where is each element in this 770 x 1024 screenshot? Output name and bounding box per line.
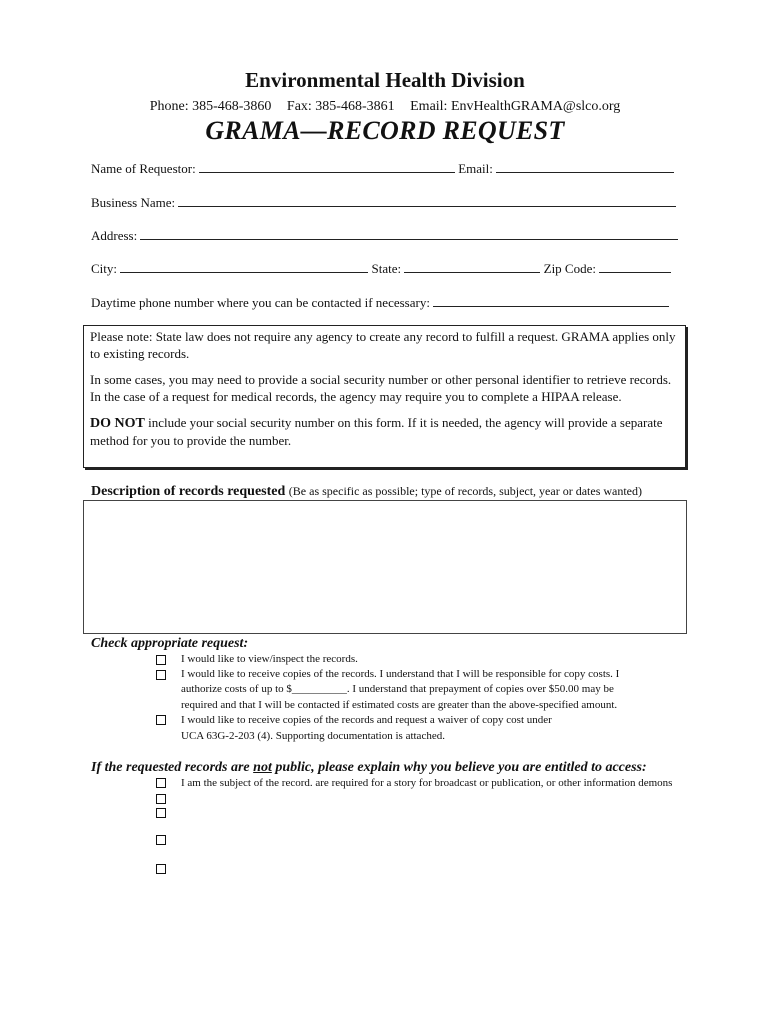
copies-label-line-3: required and that I will be contacted if estimated costs are greater than the above-specified amount.: [181, 699, 618, 711]
requestor-name-label: Name of Requestor:: [91, 161, 196, 176]
notice-paragraph-1: Please note: State law does not require any agency to create any record to fulfill a request. GRAMA applies only to existing records.: [90, 329, 676, 361]
notice-paragraph-2: In some cases, you may need to provide a social security number or other personal identifier to retrieve records. In the case of a request for medical records, the agency may require you to complete a HIPAA release.: [90, 372, 672, 404]
requestor-name-field[interactable]: [199, 160, 455, 173]
email-label: Email:: [458, 161, 493, 176]
city-state-zip-row: [91, 260, 671, 277]
fee-waiver-label-line-1: I would like to receive copies of the records and request a waiver of copy cost under: [181, 714, 552, 726]
state-field[interactable]: [404, 260, 540, 273]
access-checkbox-4[interactable]: [156, 835, 166, 845]
address-row: [91, 227, 678, 244]
access-heading-end: public, please explain why you believe you are entitled to access:: [271, 760, 647, 775]
description-textarea[interactable]: [83, 500, 687, 634]
zip-field[interactable]: [599, 260, 671, 273]
address-field[interactable]: [140, 227, 678, 240]
requestor-name-row: [91, 160, 674, 177]
fax-text: Fax: 385-468-3861: [286, 99, 395, 114]
business-name-label: Business Name:: [91, 195, 176, 210]
view-records-checkbox[interactable]: [156, 655, 166, 665]
access-checkbox-5[interactable]: [156, 864, 166, 874]
state-label: State:: [371, 261, 402, 276]
address-label: Address:: [91, 228, 138, 243]
access-checkbox-3[interactable]: [156, 808, 166, 818]
view-records-label: I would like to view/inspect the records.: [181, 653, 358, 665]
do-not-emphasis: DO NOT: [90, 416, 145, 431]
description-label: Description of records requested: [91, 484, 286, 499]
city-label: City:: [91, 261, 118, 276]
copies-checkbox[interactable]: [156, 670, 166, 680]
phone-text: Phone: 385-468-3860: [149, 99, 272, 114]
notice-box: [83, 325, 686, 468]
copies-label-line-2: authorize costs of up to $__________. I understand that prepayment of copies over $50.00 may be: [181, 683, 614, 695]
phone-row: [91, 294, 669, 311]
fee-waiver-label-line-2: UCA 63G-2-203 (4). Supporting documentation is attached.: [181, 730, 445, 742]
access-heading: [91, 760, 647, 776]
zip-label: Zip Code:: [543, 261, 596, 276]
business-name-field[interactable]: [178, 194, 676, 207]
description-hint: (Be as specific as possible; type of records, subject, year or dates wanted): [288, 484, 643, 498]
fee-waiver-checkbox[interactable]: [156, 715, 166, 725]
email-text: Email: EnvHealthGRAMA@slco.org: [410, 99, 621, 114]
description-heading: [91, 484, 642, 500]
access-checkbox-2[interactable]: [156, 794, 166, 804]
request-heading: Check appropriate request:: [91, 636, 249, 651]
daytime-phone-label: Daytime phone number where you can be contacted if necessary:: [91, 295, 430, 310]
access-heading-not: not: [253, 760, 272, 775]
access-heading-start: If the requested records are: [91, 760, 254, 775]
notice-paragraph-3: [90, 414, 679, 449]
business-row: [91, 194, 676, 211]
email-field[interactable]: [496, 160, 674, 173]
copies-label-line-1: I would like to receive copies of the records. I understand that I will be responsible for copy costs. I: [181, 668, 620, 680]
notice-paragraph-3-text: include your social security number on this form. If it is needed, the agency will provide a separate method for you to provide the number.: [90, 415, 663, 448]
daytime-phone-field[interactable]: [433, 294, 669, 307]
city-field[interactable]: [120, 260, 368, 273]
form-title: GRAMA—RECORD REQUEST: [205, 116, 565, 145]
access-option-text: I am the subject of the record. are required for a story for broadcast or publication, or other information demons: [181, 777, 673, 789]
subject-of-record-checkbox[interactable]: [156, 778, 166, 788]
organization-name: Environmental Health Division: [245, 68, 525, 92]
contact-line: [0, 99, 770, 115]
